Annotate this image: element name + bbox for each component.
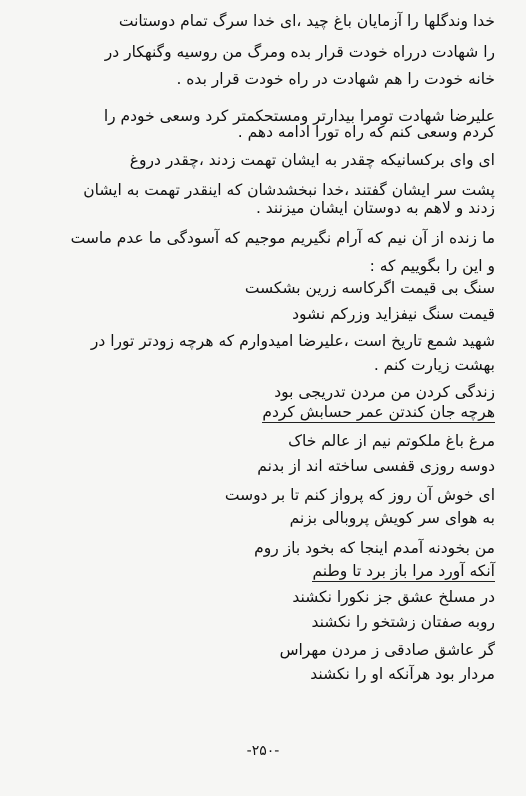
text-line: ای وای برکسانیکه چقدر به ایشان تهمت زدند ،چقدر دروغ xyxy=(129,151,495,169)
text-line xyxy=(312,561,495,581)
text-line: دوسه روزی قفسی ساخته اند از بدنم xyxy=(257,457,495,475)
text-line: ای خوش آن روز که پرواز کنم تا بر دوست xyxy=(224,486,495,504)
text-line xyxy=(262,402,495,422)
text-line: در مسلخ عشق جز نکورا نکشند xyxy=(292,588,495,606)
text-line: بهشت زیارت کنم . xyxy=(373,356,495,374)
text-line: مرغ باغ ملکوتم نیم از عالم خاک xyxy=(288,432,495,450)
underlined-verse: آنکه آورد مرا باز برد تا وطنم xyxy=(312,562,495,580)
text-line: علیرضا شهادت تومرا بیدارتر ومستحکمتر کرد وسعی خودم را xyxy=(103,107,495,125)
text-line: و این را بگوییم که : xyxy=(369,257,495,275)
text-line: خدا وندگلها را آزمایان باغ چید ،ای خدا سرگ تمام دوستانت xyxy=(118,12,495,30)
text-line: خانه خودت را هم شهادت در راه خودت قرار بده . xyxy=(176,70,495,88)
text-line: سنگ بی قیمت اگرکاسه زرین بشکست xyxy=(244,279,495,297)
text-line: گر عاشق صادقی ز مردن مهراس xyxy=(279,641,495,659)
page-number: -۲۵۰- xyxy=(246,743,280,759)
text-line: روبه صفتان زشتخو را نکشند xyxy=(311,613,495,631)
text-line: ما زنده از آن نیم که آرام نگیریم موجیم که آسودگی ما عدم ماست xyxy=(70,229,495,247)
text-line: به هوای سر کویش پروبالی بزنم xyxy=(289,509,495,527)
text-line: کردم وسعی کنم که راه تورا ادامه دهم . xyxy=(237,123,495,141)
text-line: قیمت سنگ نیفزاید وزرکم نشود xyxy=(292,305,495,323)
text-line: پشت سر ایشان گفتند ،خدا نبخشدشان که اینقدر تهمت به ایشان xyxy=(83,181,495,199)
text-line: زدند و لاهم به دوستان ایشان میزنند . xyxy=(255,199,495,217)
text-line: شهید شمع تاریخ است ،علیرضا امیدوارم که هرچه زودتر تورا در xyxy=(90,332,495,350)
underlined-verse: هرچه جان کندتن عمر حسابش کردم xyxy=(262,403,495,421)
text-line: من بخودنه آمدم اینجا که بخود باز روم xyxy=(254,539,495,557)
text-line: زندگی کردن من مردن تدریجی بود xyxy=(274,383,495,401)
text-line: را شهادت درراه خودت قرار بده ومرگ من روسیه وگنهکار در xyxy=(104,43,495,61)
text-line: مردار بود هرآنکه او را نکشند xyxy=(310,665,495,683)
